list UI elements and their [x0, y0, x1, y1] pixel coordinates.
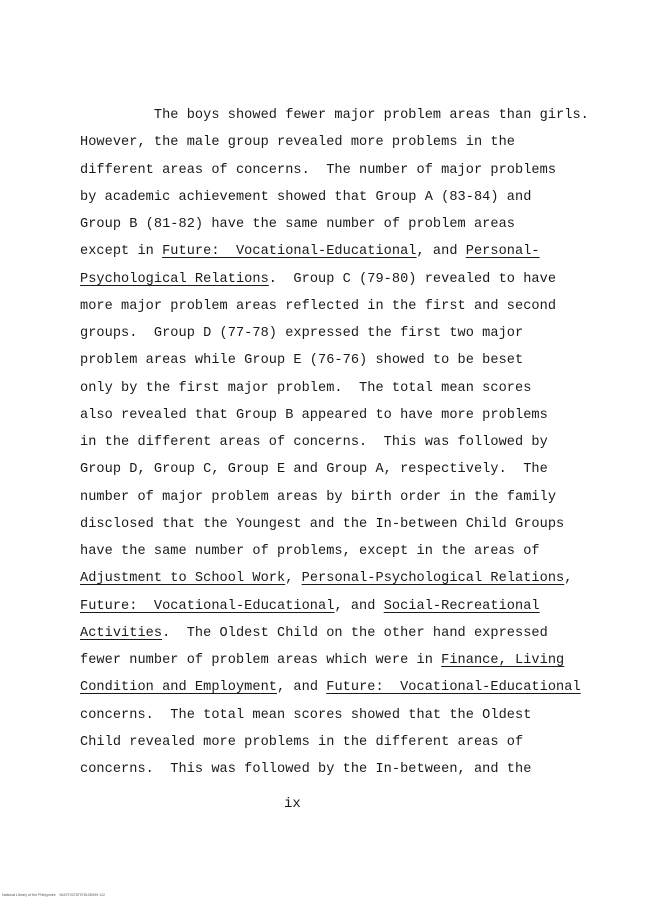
- text-line: [80, 215, 515, 235]
- text-line: [80, 270, 556, 290]
- text-run: , and: [276, 680, 327, 696]
- text-run: Child revealed more problems in the different areas of: [80, 734, 524, 750]
- text-line: [80, 597, 540, 617]
- text-run: Group D, Group C, Group E and Group A, respectively. The: [80, 462, 548, 478]
- text-run: , and: [334, 598, 384, 614]
- text-run: groups. Group D (77-78) expressed the first two major: [80, 326, 524, 341]
- underlined-phrase: Future: Vocational-Educational: [80, 598, 335, 614]
- text-line: [80, 351, 523, 371]
- text-run: number of major problem areas by birth order in the family: [80, 489, 557, 505]
- text-run: fewer number of problem areas which were in: [80, 653, 442, 668]
- text-run: problem areas while Group E (76-76) showed to be beset: [80, 353, 524, 369]
- text-run: concerns. The total mean scores showed that the Oldest: [80, 707, 532, 723]
- text-run: also revealed that Group B appeared to have more problems: [80, 407, 548, 423]
- text-line: [80, 460, 548, 480]
- underlined-phrase: Social-Recreational: [383, 598, 540, 614]
- text-run: in the different areas of concerns. This was followed by: [80, 435, 548, 450]
- text-line: [80, 651, 564, 671]
- text-line: [80, 379, 531, 399]
- text-line: [80, 488, 556, 508]
- text-line: [80, 678, 581, 698]
- underlined-phrase: Personal-Psychological Relations: [301, 571, 565, 587]
- text-run: . The Oldest Child on the other hand expressed: [162, 625, 548, 641]
- underlined-phrase: Adjustment to School Work: [80, 571, 286, 587]
- text-run: , and: [416, 244, 466, 260]
- text-run: Group B (81-82) have the same number of problem areas: [80, 217, 516, 232]
- text-line: [80, 706, 531, 726]
- text-run: different areas of concerns. The number of major problems: [80, 162, 557, 178]
- text-line: [80, 624, 548, 644]
- text-line: [80, 733, 523, 753]
- text-line: [80, 106, 589, 126]
- page-number: ix: [284, 796, 301, 812]
- text-run: have the same number of problems, except in the areas of: [80, 544, 540, 559]
- text-line: [80, 433, 548, 453]
- underlined-phrase: Condition and Employment: [80, 680, 277, 696]
- text-run: However, the male group revealed more problems in the: [80, 135, 516, 151]
- text-run: ,: [564, 571, 573, 587]
- text-line: [80, 515, 564, 535]
- text-line: [80, 542, 540, 562]
- text-line: [80, 324, 523, 344]
- text-line: [80, 188, 531, 208]
- underlined-phrase: Finance, Living: [441, 653, 565, 668]
- text-run: concerns. This was followed by the In-between, and the: [80, 762, 532, 777]
- text-line: [80, 133, 515, 153]
- text-run: ,: [285, 571, 302, 587]
- text-run: The boys showed fewer major problem areas than girls.: [80, 108, 589, 123]
- text-line: [80, 242, 540, 262]
- text-line: [80, 161, 556, 181]
- text-run: by academic achievement showed that Group A (83-84) and: [80, 189, 532, 205]
- text-run: more major problem areas reflected in the first and second: [80, 298, 557, 314]
- text-run: disclosed that the Youngest and the In-between Child Groups: [80, 516, 565, 532]
- underlined-phrase: Future: Vocational-Educational: [326, 680, 581, 696]
- text-line: [80, 569, 573, 589]
- footer-attribution: National Library of the Philippines MUST0378797810D099 112: [2, 893, 106, 897]
- text-line: [80, 760, 531, 780]
- underlined-phrase: Psychological Relations: [80, 271, 269, 287]
- text-line: [80, 297, 556, 317]
- underlined-phrase: Future: Vocational-Educational: [162, 244, 417, 260]
- underlined-phrase: Personal-: [465, 244, 540, 260]
- text-line: [80, 406, 548, 426]
- text-run: only by the first major problem. The total mean scores: [80, 380, 532, 396]
- underlined-phrase: Activities: [80, 625, 163, 641]
- text-run: . Group C (79-80) revealed to have: [268, 271, 557, 287]
- text-run: except in: [80, 244, 163, 260]
